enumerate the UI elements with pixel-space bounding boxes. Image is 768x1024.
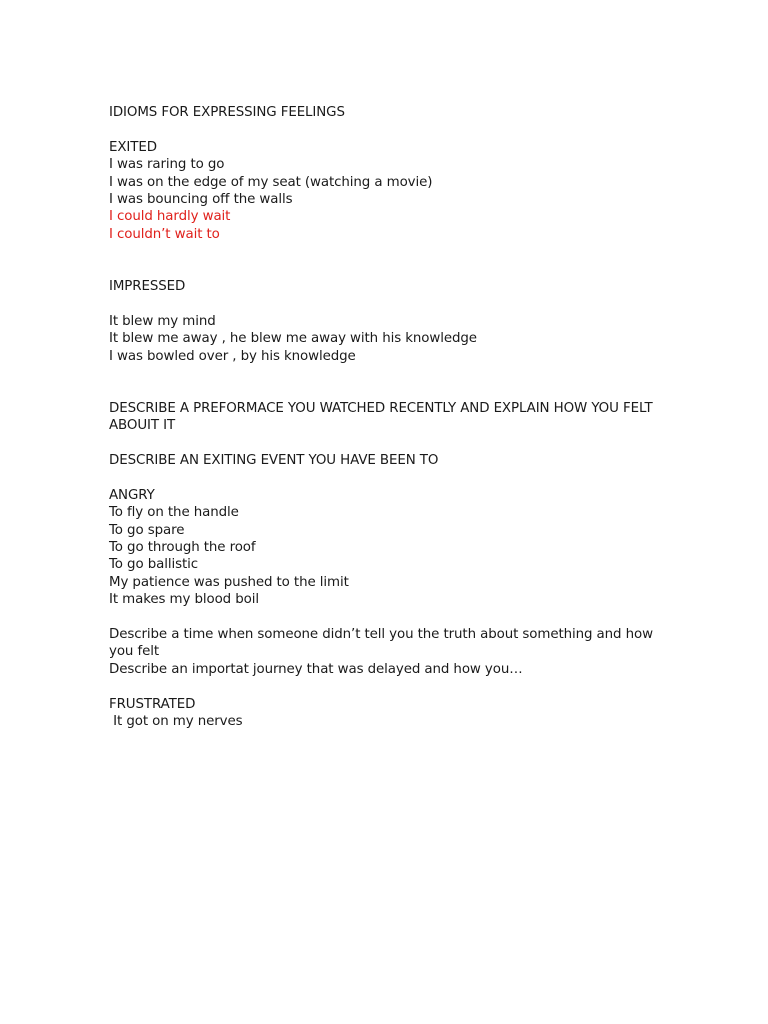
spacer — [109, 609, 669, 626]
document-body — [109, 104, 669, 730]
spacer — [109, 261, 669, 278]
idiom-line: It got on my nerves — [109, 714, 243, 730]
spacer — [109, 382, 669, 399]
document-title: IDIOMS FOR EXPRESSING FEELINGS — [109, 105, 345, 120]
speaking-prompt: Describe an importat journey that was delayed and how you… — [109, 661, 523, 677]
spacer — [109, 435, 669, 452]
idiom-line: To go ballistic — [109, 557, 198, 573]
idiom-line: To go through the roof — [109, 540, 256, 556]
speaking-prompt: DESCRIBE A PREFORMACE YOU WATCHED RECENTLY AND EXPLAIN HOW YOU FELT ABOUIT IT — [109, 400, 657, 434]
idiom-line: My patience was pushed to the limit — [109, 574, 349, 590]
spacer — [109, 678, 669, 695]
section-heading-excited: EXITED — [109, 139, 157, 155]
section-heading-angry: ANGRY — [109, 487, 155, 503]
idiom-line: To go spare — [109, 522, 185, 538]
idiom-line: I was bouncing off the walls — [109, 192, 293, 208]
section-heading-frustrated: FRUSTRATED — [109, 696, 196, 712]
spacer — [109, 295, 669, 312]
idiom-line: It blew my mind — [109, 313, 216, 329]
idiom-line: To fly on the handle — [109, 505, 239, 521]
idiom-line-highlighted: I couldn’t wait to — [109, 226, 220, 242]
idiom-line: It makes my blood boil — [109, 592, 259, 608]
idiom-line: I was raring to go — [109, 157, 225, 173]
spacer — [109, 121, 669, 138]
spacer — [109, 365, 669, 382]
section-heading-impressed: IMPRESSED — [109, 279, 186, 295]
spacer — [109, 243, 669, 260]
speaking-prompt: DESCRIBE AN EXITING EVENT YOU HAVE BEEN TO — [109, 453, 439, 469]
speaking-prompt: Describe a time when someone didn’t tell you the truth about something and how you felt — [109, 627, 658, 660]
idiom-line: I was bowled over , by his knowledge — [109, 348, 356, 364]
idiom-line: I was on the edge of my seat (watching a movie) — [109, 174, 433, 190]
idiom-line: It blew me away , he blew me away with his knowledge — [109, 331, 477, 347]
idiom-line-highlighted: I could hardly wait — [109, 209, 231, 225]
spacer — [109, 469, 669, 486]
